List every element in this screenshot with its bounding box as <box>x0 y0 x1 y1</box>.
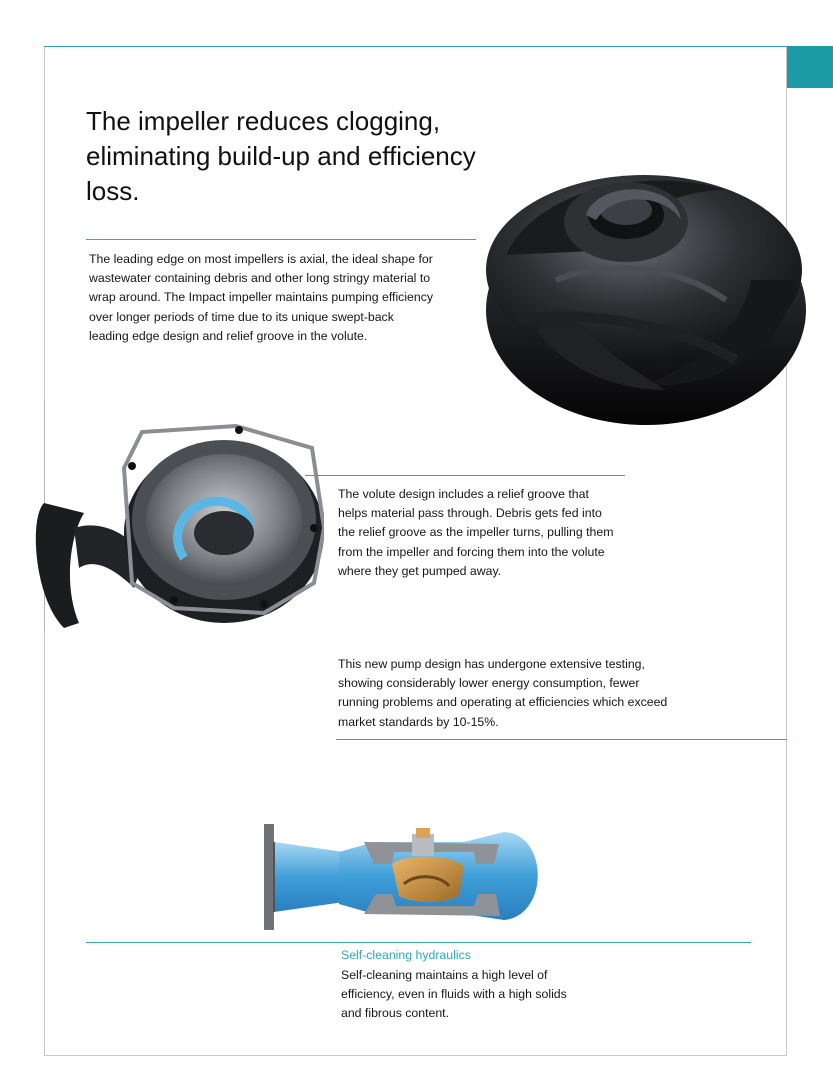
impeller-image <box>476 160 812 435</box>
impeller-rule <box>86 239 476 240</box>
caption-title: Self-cleaning hydraulics <box>341 948 471 962</box>
caption-body: Self-cleaning maintains a high level of efficiency, even in fluids with a high solids and fibrous content. <box>341 968 567 1021</box>
section-tab <box>787 46 833 88</box>
testing-paragraph: This new pump design has undergone extensive testing, showing considerably lower energy consumption, fewer running problems and operating at efficiencies which exceed market standards by 10-15%. <box>338 657 668 729</box>
testing-rule <box>336 739 787 740</box>
volute-rule <box>305 475 625 476</box>
volute-paragraph: The volute design includes a relief groove that helps material pass through. Debris gets fed into the relief groove as the impeller turns, pulling them from the impeller and forcing them into the volute where they get pumped away. <box>338 487 614 578</box>
top-rule <box>44 46 790 47</box>
headline: The impeller reduces clogging, eliminating build-up and efficiency loss. <box>86 106 476 206</box>
volute-image <box>24 408 324 638</box>
caption-rule <box>86 942 751 943</box>
cross-section-image <box>264 824 554 930</box>
impeller-paragraph: The leading edge on most impellers is axial, the ideal shape for wastewater containing debris and other long stringy material to wrap around. The Impact impeller maintains pumping efficiency over longer periods of time due to its unique swept-back leading edge design and relief groove in the volute. <box>89 252 434 343</box>
